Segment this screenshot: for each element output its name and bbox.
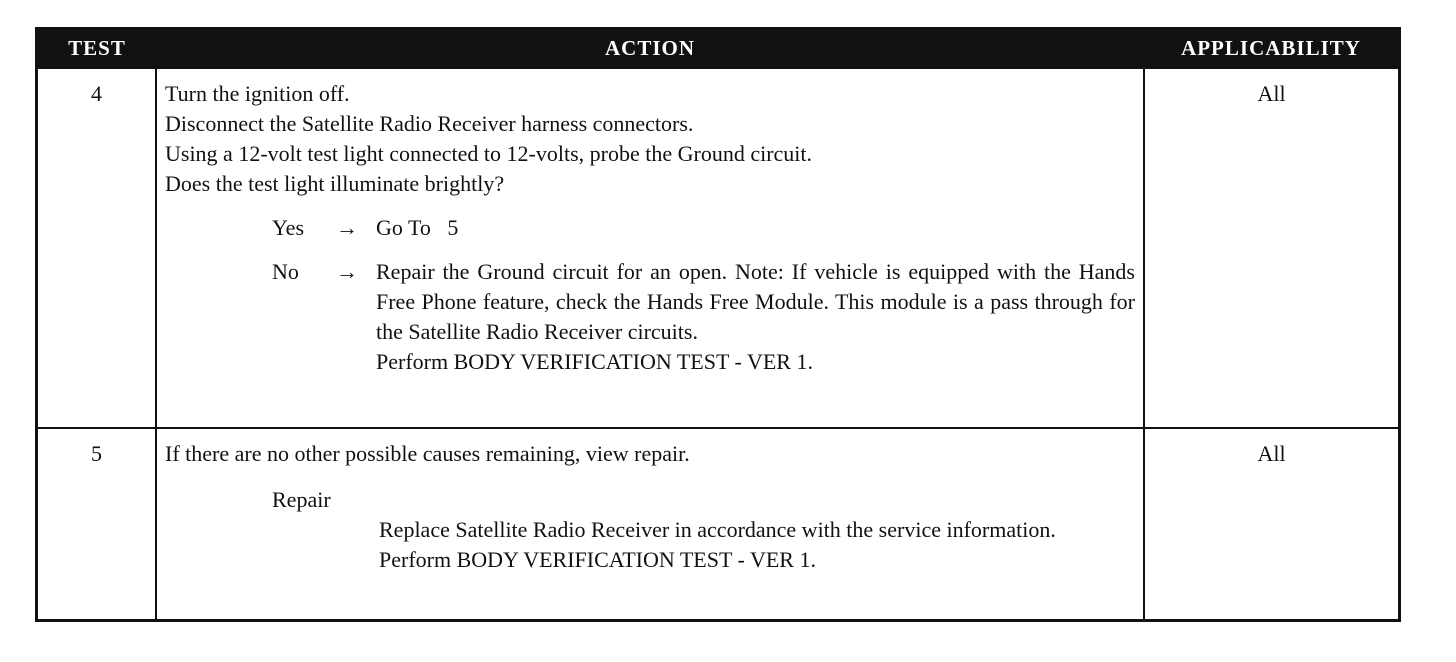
header-applicability: APPLICABILITY bbox=[1144, 29, 1400, 69]
arrow-right-icon: → bbox=[336, 215, 358, 240]
applicability-value: All bbox=[1144, 68, 1400, 428]
test-number: 4 bbox=[37, 68, 157, 428]
answer-yes-label: Yes bbox=[272, 215, 305, 240]
action-step: Disconnect the Satellite Radio Receiver harness connectors. bbox=[165, 111, 694, 136]
action-step: Turn the ignition off. bbox=[165, 81, 350, 106]
applicability-value: All bbox=[1144, 428, 1400, 621]
arrow-right-icon: → bbox=[336, 259, 358, 284]
outcome-no-result bbox=[376, 257, 1135, 377]
outcome-yes-result: Go To 5 bbox=[376, 215, 459, 240]
header-test: TEST bbox=[37, 29, 157, 69]
action-step: Using a 12-volt test light connected to 12-volts, probe the Ground circuit. bbox=[165, 141, 813, 166]
repair-text: Replace Satellite Radio Receiver in accordance with the service information. bbox=[379, 517, 1056, 542]
outcome-no-text: Repair the Ground circuit for an open. Note: If vehicle is equipped with the Hands Free Phone feature, check the Hands Free Module. This module is a pass through for the Satellite Radio Receiver circuits. bbox=[376, 259, 1135, 344]
outcome-yes bbox=[165, 213, 1135, 243]
action-step: If there are no other possible causes remaining, view repair. bbox=[165, 441, 690, 466]
answer-no-label: No bbox=[272, 259, 299, 284]
diagnostic-table bbox=[35, 27, 1401, 622]
repair-verification: Perform BODY VERIFICATION TEST - VER 1. bbox=[379, 547, 816, 572]
header-row bbox=[37, 29, 1400, 69]
repair-label: Repair bbox=[272, 487, 331, 512]
table-row bbox=[37, 68, 1400, 428]
repair-block bbox=[379, 515, 1135, 575]
header-action: ACTION bbox=[156, 29, 1144, 69]
outcome-no bbox=[165, 257, 1135, 377]
table-row bbox=[37, 428, 1400, 621]
action-question: Does the test light illuminate brightly? bbox=[165, 171, 505, 196]
test-number: 5 bbox=[37, 428, 157, 621]
action-cell bbox=[156, 68, 1144, 428]
outcome-no-verification: Perform BODY VERIFICATION TEST - VER 1. bbox=[376, 349, 813, 374]
action-cell bbox=[156, 428, 1144, 621]
